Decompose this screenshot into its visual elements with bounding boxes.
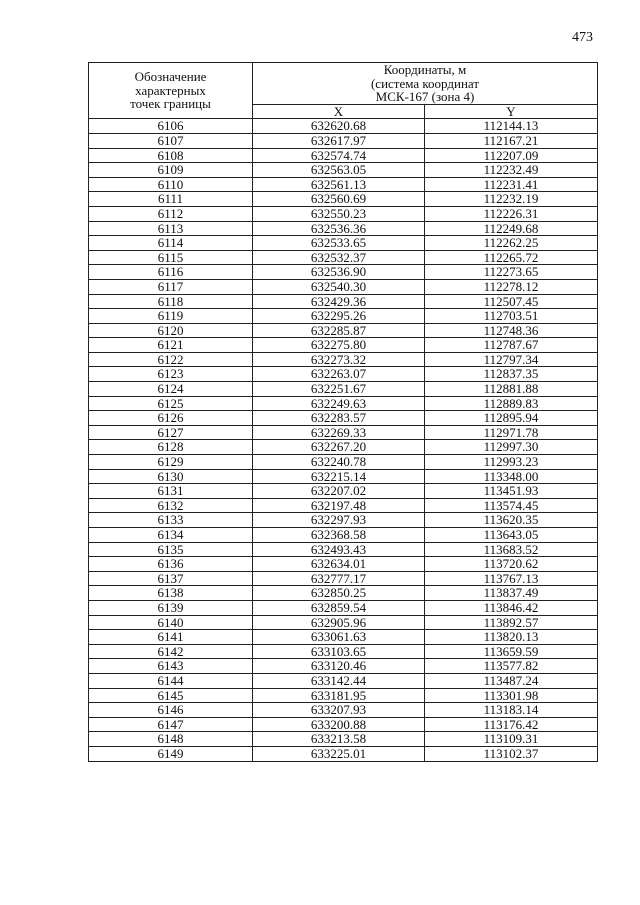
point-id-cell: 6138 xyxy=(89,586,253,601)
table-row xyxy=(89,630,598,645)
x-coordinate-cell: 632550.23 xyxy=(253,206,425,221)
y-coordinate-cell: 113574.45 xyxy=(425,498,598,513)
point-id-cell: 6120 xyxy=(89,323,253,338)
coordinates-table xyxy=(88,62,598,762)
y-coordinate-cell: 113837.49 xyxy=(425,586,598,601)
y-coordinate-cell: 112993.23 xyxy=(425,455,598,470)
table-row xyxy=(89,352,598,367)
y-coordinate-cell: 113487.24 xyxy=(425,673,598,688)
table-row xyxy=(89,294,598,309)
x-coordinate-cell: 632263.07 xyxy=(253,367,425,382)
y-coordinate-cell: 113659.59 xyxy=(425,644,598,659)
x-coordinate-cell: 632561.13 xyxy=(253,177,425,192)
y-coordinate-cell: 112167.21 xyxy=(425,133,598,148)
table-row xyxy=(89,396,598,411)
point-id-cell: 6136 xyxy=(89,557,253,572)
point-id-cell: 6118 xyxy=(89,294,253,309)
x-coordinate-cell: 632850.25 xyxy=(253,586,425,601)
x-coordinate-cell: 632429.36 xyxy=(253,294,425,309)
y-header: Y xyxy=(425,104,598,119)
x-coordinate-cell: 632532.37 xyxy=(253,250,425,265)
header-row xyxy=(89,63,598,105)
point-id-cell: 6131 xyxy=(89,484,253,499)
x-coordinate-cell: 632197.48 xyxy=(253,498,425,513)
y-coordinate-cell: 112207.09 xyxy=(425,148,598,163)
y-coordinate-cell: 113620.35 xyxy=(425,513,598,528)
y-coordinate-cell: 113301.98 xyxy=(425,688,598,703)
table-row xyxy=(89,133,598,148)
point-designation-header xyxy=(89,63,253,119)
x-coordinate-cell: 632297.93 xyxy=(253,513,425,528)
x-coordinate-cell: 633213.58 xyxy=(253,732,425,747)
point-id-cell: 6109 xyxy=(89,163,253,178)
table-row xyxy=(89,411,598,426)
table-row xyxy=(89,425,598,440)
x-coordinate-cell: 632859.54 xyxy=(253,600,425,615)
y-coordinate-cell: 112273.65 xyxy=(425,265,598,280)
x-coordinate-cell: 633103.65 xyxy=(253,644,425,659)
x-coordinate-cell: 632240.78 xyxy=(253,455,425,470)
y-coordinate-cell: 112226.31 xyxy=(425,206,598,221)
y-coordinate-cell: 112997.30 xyxy=(425,440,598,455)
point-id-cell: 6125 xyxy=(89,396,253,411)
table-row xyxy=(89,236,598,251)
y-coordinate-cell: 112262.25 xyxy=(425,236,598,251)
y-coordinate-cell: 113683.52 xyxy=(425,542,598,557)
point-id-cell: 6137 xyxy=(89,571,253,586)
header-line: МСК-167 (зона 4) xyxy=(375,89,475,105)
table-row xyxy=(89,571,598,586)
point-id-cell: 6106 xyxy=(89,119,253,134)
point-id-cell: 6108 xyxy=(89,148,253,163)
x-coordinate-cell: 632215.14 xyxy=(253,469,425,484)
x-coordinate-cell: 632368.58 xyxy=(253,528,425,543)
x-coordinate-cell: 632295.26 xyxy=(253,309,425,324)
point-id-cell: 6144 xyxy=(89,673,253,688)
table-row xyxy=(89,498,598,513)
y-coordinate-cell: 113643.05 xyxy=(425,528,598,543)
coordinates-header xyxy=(253,63,598,105)
y-coordinate-cell: 112231.41 xyxy=(425,177,598,192)
header-line: точек границы xyxy=(130,96,211,112)
y-coordinate-cell: 113102.37 xyxy=(425,746,598,761)
table-row xyxy=(89,746,598,761)
table-row xyxy=(89,732,598,747)
x-coordinate-cell: 632493.43 xyxy=(253,542,425,557)
y-coordinate-cell: 113892.57 xyxy=(425,615,598,630)
point-id-cell: 6126 xyxy=(89,411,253,426)
x-coordinate-cell: 632563.05 xyxy=(253,163,425,178)
table-row xyxy=(89,703,598,718)
point-id-cell: 6119 xyxy=(89,309,253,324)
table-row xyxy=(89,265,598,280)
y-coordinate-cell: 112144.13 xyxy=(425,119,598,134)
y-coordinate-cell: 113846.42 xyxy=(425,600,598,615)
point-id-cell: 6149 xyxy=(89,746,253,761)
table-header xyxy=(89,63,598,119)
table-row xyxy=(89,586,598,601)
x-coordinate-cell: 632777.17 xyxy=(253,571,425,586)
y-coordinate-cell: 113348.00 xyxy=(425,469,598,484)
table-row xyxy=(89,528,598,543)
x-coordinate-cell: 633200.88 xyxy=(253,717,425,732)
x-coordinate-cell: 632560.69 xyxy=(253,192,425,207)
y-coordinate-cell: 113577.82 xyxy=(425,659,598,674)
table-row xyxy=(89,221,598,236)
table-row xyxy=(89,688,598,703)
point-id-cell: 6124 xyxy=(89,382,253,397)
y-coordinate-cell: 113176.42 xyxy=(425,717,598,732)
point-id-cell: 6140 xyxy=(89,615,253,630)
header-line: Обозначение xyxy=(134,69,207,85)
point-id-cell: 6148 xyxy=(89,732,253,747)
point-id-cell: 6111 xyxy=(89,192,253,207)
table-row xyxy=(89,673,598,688)
table-row xyxy=(89,455,598,470)
point-id-cell: 6130 xyxy=(89,469,253,484)
table-row xyxy=(89,279,598,294)
table-row xyxy=(89,323,598,338)
y-coordinate-cell: 112881.88 xyxy=(425,382,598,397)
y-coordinate-cell: 113720.62 xyxy=(425,557,598,572)
table-row xyxy=(89,542,598,557)
x-coordinate-cell: 632536.36 xyxy=(253,221,425,236)
x-coordinate-cell: 632275.80 xyxy=(253,338,425,353)
point-id-cell: 6146 xyxy=(89,703,253,718)
table-row xyxy=(89,513,598,528)
point-id-cell: 6128 xyxy=(89,440,253,455)
point-id-cell: 6141 xyxy=(89,630,253,645)
table-row xyxy=(89,163,598,178)
table-row xyxy=(89,659,598,674)
y-coordinate-cell: 112249.68 xyxy=(425,221,598,236)
x-coordinate-cell: 632285.87 xyxy=(253,323,425,338)
page-number: 473 xyxy=(572,30,593,45)
point-id-cell: 6147 xyxy=(89,717,253,732)
y-coordinate-cell: 113767.13 xyxy=(425,571,598,586)
table-row xyxy=(89,206,598,221)
x-coordinate-cell: 632273.32 xyxy=(253,352,425,367)
x-coordinate-cell: 633142.44 xyxy=(253,673,425,688)
table-row xyxy=(89,557,598,572)
x-coordinate-cell: 632533.65 xyxy=(253,236,425,251)
x-coordinate-cell: 633225.01 xyxy=(253,746,425,761)
point-id-cell: 6114 xyxy=(89,236,253,251)
table-row xyxy=(89,440,598,455)
table-row xyxy=(89,644,598,659)
table-row xyxy=(89,250,598,265)
point-id-cell: 6143 xyxy=(89,659,253,674)
table-row xyxy=(89,615,598,630)
header-line: характерных xyxy=(135,82,206,98)
point-id-cell: 6123 xyxy=(89,367,253,382)
x-coordinate-cell: 632283.57 xyxy=(253,411,425,426)
point-id-cell: 6135 xyxy=(89,542,253,557)
x-header: X xyxy=(253,104,425,119)
header-line: (система координат xyxy=(370,75,480,91)
y-coordinate-cell: 112971.78 xyxy=(425,425,598,440)
point-id-cell: 6116 xyxy=(89,265,253,280)
y-coordinate-cell: 112703.51 xyxy=(425,309,598,324)
table-row xyxy=(89,469,598,484)
point-id-cell: 6132 xyxy=(89,498,253,513)
y-coordinate-cell: 113451.93 xyxy=(425,484,598,499)
point-id-cell: 6121 xyxy=(89,338,253,353)
table-row xyxy=(89,717,598,732)
point-id-cell: 6122 xyxy=(89,352,253,367)
y-coordinate-cell: 112232.19 xyxy=(425,192,598,207)
table-row xyxy=(89,119,598,134)
y-coordinate-cell: 112797.34 xyxy=(425,352,598,367)
x-coordinate-cell: 632634.01 xyxy=(253,557,425,572)
point-id-cell: 6145 xyxy=(89,688,253,703)
x-coordinate-cell: 632249.63 xyxy=(253,396,425,411)
x-coordinate-cell: 632251.67 xyxy=(253,382,425,397)
point-id-cell: 6110 xyxy=(89,177,253,192)
y-coordinate-cell: 112787.67 xyxy=(425,338,598,353)
point-id-cell: 6139 xyxy=(89,600,253,615)
y-coordinate-cell: 112889.83 xyxy=(425,396,598,411)
point-id-cell: 6112 xyxy=(89,206,253,221)
table-row xyxy=(89,338,598,353)
x-coordinate-cell: 632540.30 xyxy=(253,279,425,294)
point-id-cell: 6134 xyxy=(89,528,253,543)
table-row xyxy=(89,148,598,163)
y-coordinate-cell: 112278.12 xyxy=(425,279,598,294)
table-row xyxy=(89,309,598,324)
y-coordinate-cell: 112265.72 xyxy=(425,250,598,265)
x-coordinate-cell: 633207.93 xyxy=(253,703,425,718)
y-coordinate-cell: 113109.31 xyxy=(425,732,598,747)
point-id-cell: 6115 xyxy=(89,250,253,265)
x-coordinate-cell: 633120.46 xyxy=(253,659,425,674)
table-row xyxy=(89,192,598,207)
x-coordinate-cell: 632269.33 xyxy=(253,425,425,440)
table-row xyxy=(89,382,598,397)
y-coordinate-cell: 113183.14 xyxy=(425,703,598,718)
x-coordinate-cell: 632620.68 xyxy=(253,119,425,134)
x-coordinate-cell: 632574.74 xyxy=(253,148,425,163)
x-coordinate-cell: 633181.95 xyxy=(253,688,425,703)
y-coordinate-cell: 112507.45 xyxy=(425,294,598,309)
point-id-cell: 6117 xyxy=(89,279,253,294)
point-id-cell: 6113 xyxy=(89,221,253,236)
point-id-cell: 6129 xyxy=(89,455,253,470)
x-coordinate-cell: 633061.63 xyxy=(253,630,425,645)
x-coordinate-cell: 632267.20 xyxy=(253,440,425,455)
y-coordinate-cell: 113820.13 xyxy=(425,630,598,645)
table-row xyxy=(89,600,598,615)
point-id-cell: 6133 xyxy=(89,513,253,528)
point-id-cell: 6127 xyxy=(89,425,253,440)
y-coordinate-cell: 112232.49 xyxy=(425,163,598,178)
y-coordinate-cell: 112895.94 xyxy=(425,411,598,426)
point-id-cell: 6142 xyxy=(89,644,253,659)
x-coordinate-cell: 632905.96 xyxy=(253,615,425,630)
x-coordinate-cell: 632207.02 xyxy=(253,484,425,499)
table-body xyxy=(89,119,598,761)
y-coordinate-cell: 112748.36 xyxy=(425,323,598,338)
table-row xyxy=(89,484,598,499)
table-row xyxy=(89,367,598,382)
x-coordinate-cell: 632617.97 xyxy=(253,133,425,148)
header-line: Координаты, м xyxy=(383,62,467,77)
point-id-cell: 6107 xyxy=(89,133,253,148)
y-coordinate-cell: 112837.35 xyxy=(425,367,598,382)
x-coordinate-cell: 632536.90 xyxy=(253,265,425,280)
table-row xyxy=(89,177,598,192)
